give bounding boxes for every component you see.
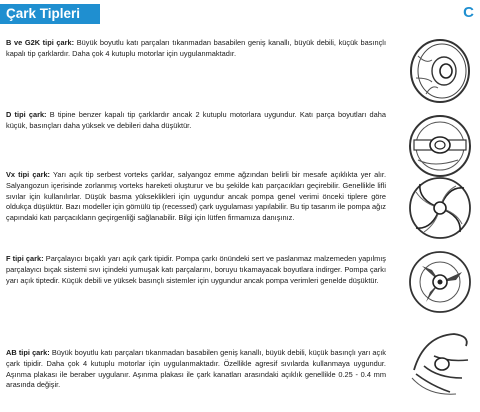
chapter-letter: C <box>463 4 474 21</box>
section-text: Yarı açık tip serbest vorteks çarklar, salyangoz emme ağzından belirli bir mesafe açıklıkta yer alır. Salyangozun içerisinde zorlanmış vorteks hareketi oluşturur ve bu şekilde katı parçacıkları geçirebilir. Genellikle lifli sıvılar için kullanılırlar. Düşük basma yükseklikleri için uygundur ancak pompa genel verimi önceki tiplere göre oldukça düşüktür. Bazı modeller için gömülü tip (recessed) çark uygulaması yapılabilir. Bu tip tasarım ile pompa ağız çapındaki katı parçacıkların geçirgenliği sağlanabilir. Bilgi için lütfen firmamıza danışınız. <box>6 170 386 223</box>
impeller-section-ab <box>6 348 386 391</box>
section-text: Büyük boyutlu katı parçaları tıkanmadan basabilen geniş kanallı, büyük debili, küçük basınçlı kapalı tip çarklardır. Daha çok 4 kutuplu motorlar için uygulanmaktadır. <box>6 38 386 58</box>
vortex-impeller-icon <box>404 172 476 244</box>
section-name: Vx tipi çark: <box>6 170 51 179</box>
section-name: AB tipi çark: <box>6 348 50 357</box>
impeller-section-d <box>6 110 386 132</box>
section-text: Parçalayıcı bıçaklı yarı açık çark tipidir. Pompa çarkı önündeki sert ve paslanmaz malzemeden yapılmış parçalayıcı bıçak sistemi sıvı içindeki yumuşak katı parçalarını, boruyu tıkamayacak boyutlara indirger. Pompa çarkı yarı açık tiptedir. Küçük debili ve yüksek basınçlı sistemler için uygundur ancak pompa verimleri genelde düşüktür. <box>6 254 387 285</box>
section-header-bar <box>0 4 100 24</box>
impeller-section-vx <box>6 170 386 224</box>
section-name: F tipi çark: <box>6 254 44 263</box>
impeller-section-f <box>6 254 386 286</box>
cutter-impeller-icon <box>404 246 476 318</box>
section-name: D tipi çark: <box>6 110 47 119</box>
page-title: Çark Tipleri <box>6 6 81 21</box>
section-name: B ve G2K tipi çark: <box>6 38 75 47</box>
closed-impeller-icon <box>404 34 476 106</box>
semi-open-impeller-icon <box>404 326 476 398</box>
section-text: B tipine benzer kapalı tip çarklardır ancak 2 kutuplu motorlara uygundur. Katı parça boyutları daha küçük, basınçları daha yüksek ve debileri daha düşüktür. <box>6 110 386 130</box>
section-text: Büyük boyutlu katı parçaları tıkanmadan basabilen geniş kanallı, büyük debili, küçük basınçlı yarı açık çark tipidir. Daha çok 4 kutuplu motorlar için uygulanmaktadır. Özellikle agresif sıvılarda kullanmaya uygundur. Aşınma plakası ile beraber uygulanır. Aşınma plakası ile çark kanatları arasındaki açıklık genellikle 0.25 - 0.4 mm arasında değişir. <box>6 348 386 390</box>
impeller-section-b-g2k <box>6 38 386 60</box>
